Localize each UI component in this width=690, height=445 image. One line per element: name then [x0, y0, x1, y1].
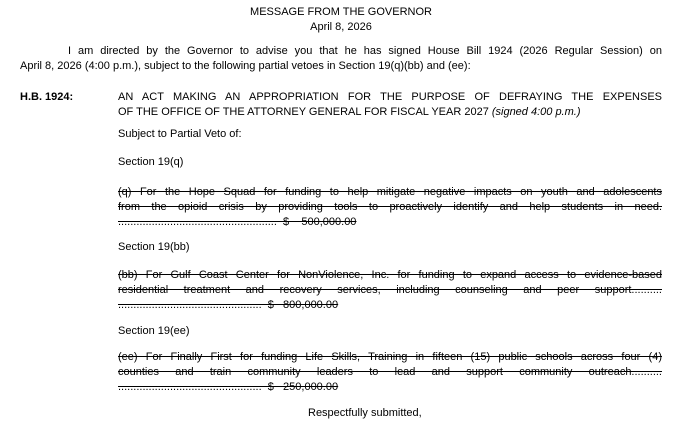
veto-19bb-amount-line: ............................................... $ 800,000.00 [118, 299, 339, 311]
subject-line: Subject to Partial Veto of: [118, 128, 242, 140]
document-date: April 8, 2026 [310, 21, 372, 33]
section-heading-19q: Section 19(q) [118, 156, 184, 168]
veto-19bb-line-2: residential treatment and recovery services, including counseling and peer support.......... [118, 284, 662, 296]
bill-title-line-1: AN ACT MAKING AN APPROPRIATION FOR THE PURPOSE OF DEFRAYING THE EXPENSES [118, 91, 662, 103]
bill-title [118, 90, 662, 120]
closing-line: Respectfully submitted, [308, 407, 422, 419]
bill-title-line-2-text: OF THE OFFICE OF THE ATTORNEY GENERAL FOR FISCAL YEAR 2027 [118, 106, 489, 118]
veto-paragraph-19ee [118, 350, 662, 395]
section-heading-19bb: Section 19(bb) [118, 241, 190, 253]
veto-19ee-line-1: (ee) For Finally First for funding Life Skills, Training in fifteen (15) public schools across four (4) [118, 351, 662, 363]
bill-number-label: H.B. 1924: [20, 91, 74, 103]
intro-line-2: April 8, 2026 (4:00 p.m.), subject to the following partial vetoes in Section 19(q)(bb) and (ee): [20, 60, 471, 72]
veto-19bb-line-1: (bb) For Gulf Coast Center for NonViolence, Inc. for funding to expand access to evidence-based [118, 269, 662, 281]
section-heading-19ee: Section 19(ee) [118, 325, 190, 337]
intro-line-1: I am directed by the Governor to advise you that he has signed House Bill 1924 (2026 Regular Session) on [68, 45, 662, 57]
signed-time-note: (signed 4:00 p.m.) [491, 106, 581, 118]
bill-block [20, 90, 662, 120]
bill-title-line-2 [118, 105, 662, 120]
veto-19q-line-2: from the opioid crisis by providing tools to proactively identify and help students in need. [118, 201, 662, 213]
veto-19ee-line-2: counties and train community leaders to lead and support community outreach.......... [118, 366, 662, 378]
veto-paragraph-19bb [118, 268, 662, 313]
veto-paragraph-19q [118, 185, 662, 230]
veto-19q-amount-line: .................................................... $ 500,000.00 [118, 216, 357, 228]
veto-19ee-amount-line: ............................................... $ 250,000.00 [118, 381, 339, 393]
intro-paragraph [20, 44, 662, 74]
document-title: MESSAGE FROM THE GOVERNOR [250, 6, 432, 18]
veto-19q-line-1: (q) For the Hope Squad for funding to help mitigate negative impacts on youth and adolescents [118, 186, 662, 198]
